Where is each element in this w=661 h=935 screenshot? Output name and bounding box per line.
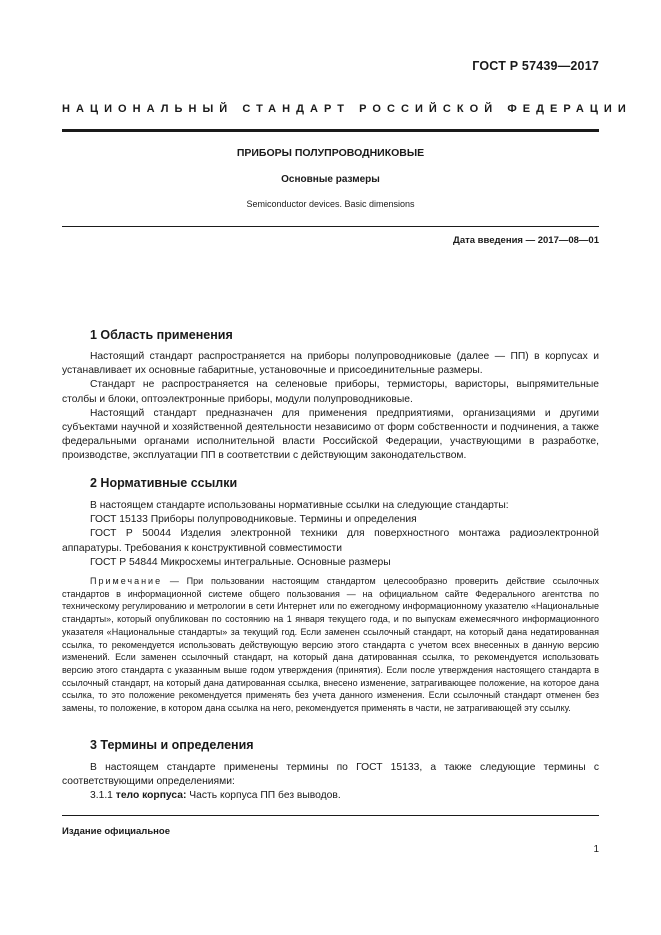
document-title: ПРИБОРЫ ПОЛУПРОВОДНИКОВЫЕ	[236, 147, 425, 159]
section-3-heading: 3 Термины и определения	[90, 738, 254, 752]
section-3-paragraph: В настоящем стандарте применены термины по ГОСТ 15133, а также следующие термины с соответствующими определениями:	[62, 762, 599, 788]
section-2-heading: 2 Нормативные ссылки	[90, 476, 238, 490]
term-text: Часть корпуса ПП без выводов.	[189, 790, 341, 802]
term-number: 3.1.1	[90, 790, 113, 802]
section-3-body	[62, 761, 599, 804]
section-1-paragraph: Настоящий стандарт распространяется на приборы полупроводниковые (далее — ПП) в корпусах и устанавливает их основные габаритные, установочные и присоединительные размеры.	[62, 351, 599, 377]
national-standard-banner: НАЦИОНАЛЬНЫЙ СТАНДАРТ РОССИЙСКОЙ ФЕДЕРАЦИИ	[62, 103, 632, 115]
document-subtitle: Основные размеры	[281, 174, 380, 185]
section-1-paragraph: Настоящий стандарт предназначен для применения предприятиями, организациями и другими субъектами научной и хозяйственной деятельности независимо от форм собственности и подчинения, а также федеральными органами исполнительной власти Российской Федерации, участвующими в разработке, производстве, эксплуатации ПП в соответствии с действующим законодательством.	[62, 407, 599, 462]
introduction-date: Дата введения — 2017—08—01	[453, 235, 599, 246]
section-1-paragraph: Стандарт не распространяется на селеновые приборы, термисторы, варисторы, выпрямительные столбы и блоки, оптоэлектронные приборы, модули полупроводниковые.	[62, 379, 599, 405]
reference-item: ГОСТ Р 50044 Изделия электронной техники для поверхностного монтажа радиоэлектронной аппаратуры. Требования к конструктивной совместимости	[62, 528, 599, 554]
page-number: 1	[593, 844, 599, 855]
term-definition	[62, 789, 599, 803]
footer-divider	[62, 815, 599, 816]
header-divider	[62, 129, 599, 132]
official-edition-label: Издание официальное	[62, 826, 170, 837]
reference-item: ГОСТ Р 54844 Микросхемы интегральные. Основные размеры	[90, 556, 391, 568]
section-1-body	[62, 350, 599, 464]
note-label: Примечание	[90, 576, 163, 586]
reference-item: ГОСТ 15133 Приборы полупроводниковые. Термины и определения	[90, 514, 417, 526]
section-2-note	[62, 575, 599, 715]
section-2-body	[62, 499, 599, 570]
term-name: тело корпуса:	[115, 790, 187, 802]
note-text: — При пользовании настоящим стандартом целесообразно проверить действие ссылочных стандартов в информационной системе общего пользования — на официальном сайте Федерального агентства по техническому регулированию и метрологии в сети Интернет или по ежегодному информационному указателю «Национальные стандарты», который опубликован по состоянию на 1 января текущего года, и по выпускам ежемесячного информационного указателя «Национальные стандарты» за текущий год. Если заменен ссылочный стандарт, на который дана недатированная ссылка, то рекомендуется использовать действующую версию этого стандарта с учетом всех внесенных в данную версию изменений. Если заменен ссылочный стандарт, на который дана датированная ссылка, то рекомендуется использовать версию этого стандарта с указанным выше годом утверждения (принятия). Если после утверждения настоящего стандарта в ссылочный стандарт, на который дана датированная ссылка, внесено изменение, затрагивающее положение, на которое дана ссылка, то это положение рекомендуется применять без учета данного изменения. Если ссылочный стандарт отменен без замены, то положение, в котором дана ссылка на него, рекомендуется применять в части, не затрагивающей эту ссылку.	[62, 576, 599, 714]
english-title: Semiconductor devices. Basic dimensions	[246, 199, 415, 209]
document-code: ГОСТ Р 57439—2017	[472, 59, 599, 73]
title-divider	[62, 226, 599, 227]
section-1-heading: 1 Область применения	[90, 328, 233, 342]
section-2-paragraph: В настоящем стандарте использованы нормативные ссылки на следующие стандарты:	[90, 500, 509, 511]
